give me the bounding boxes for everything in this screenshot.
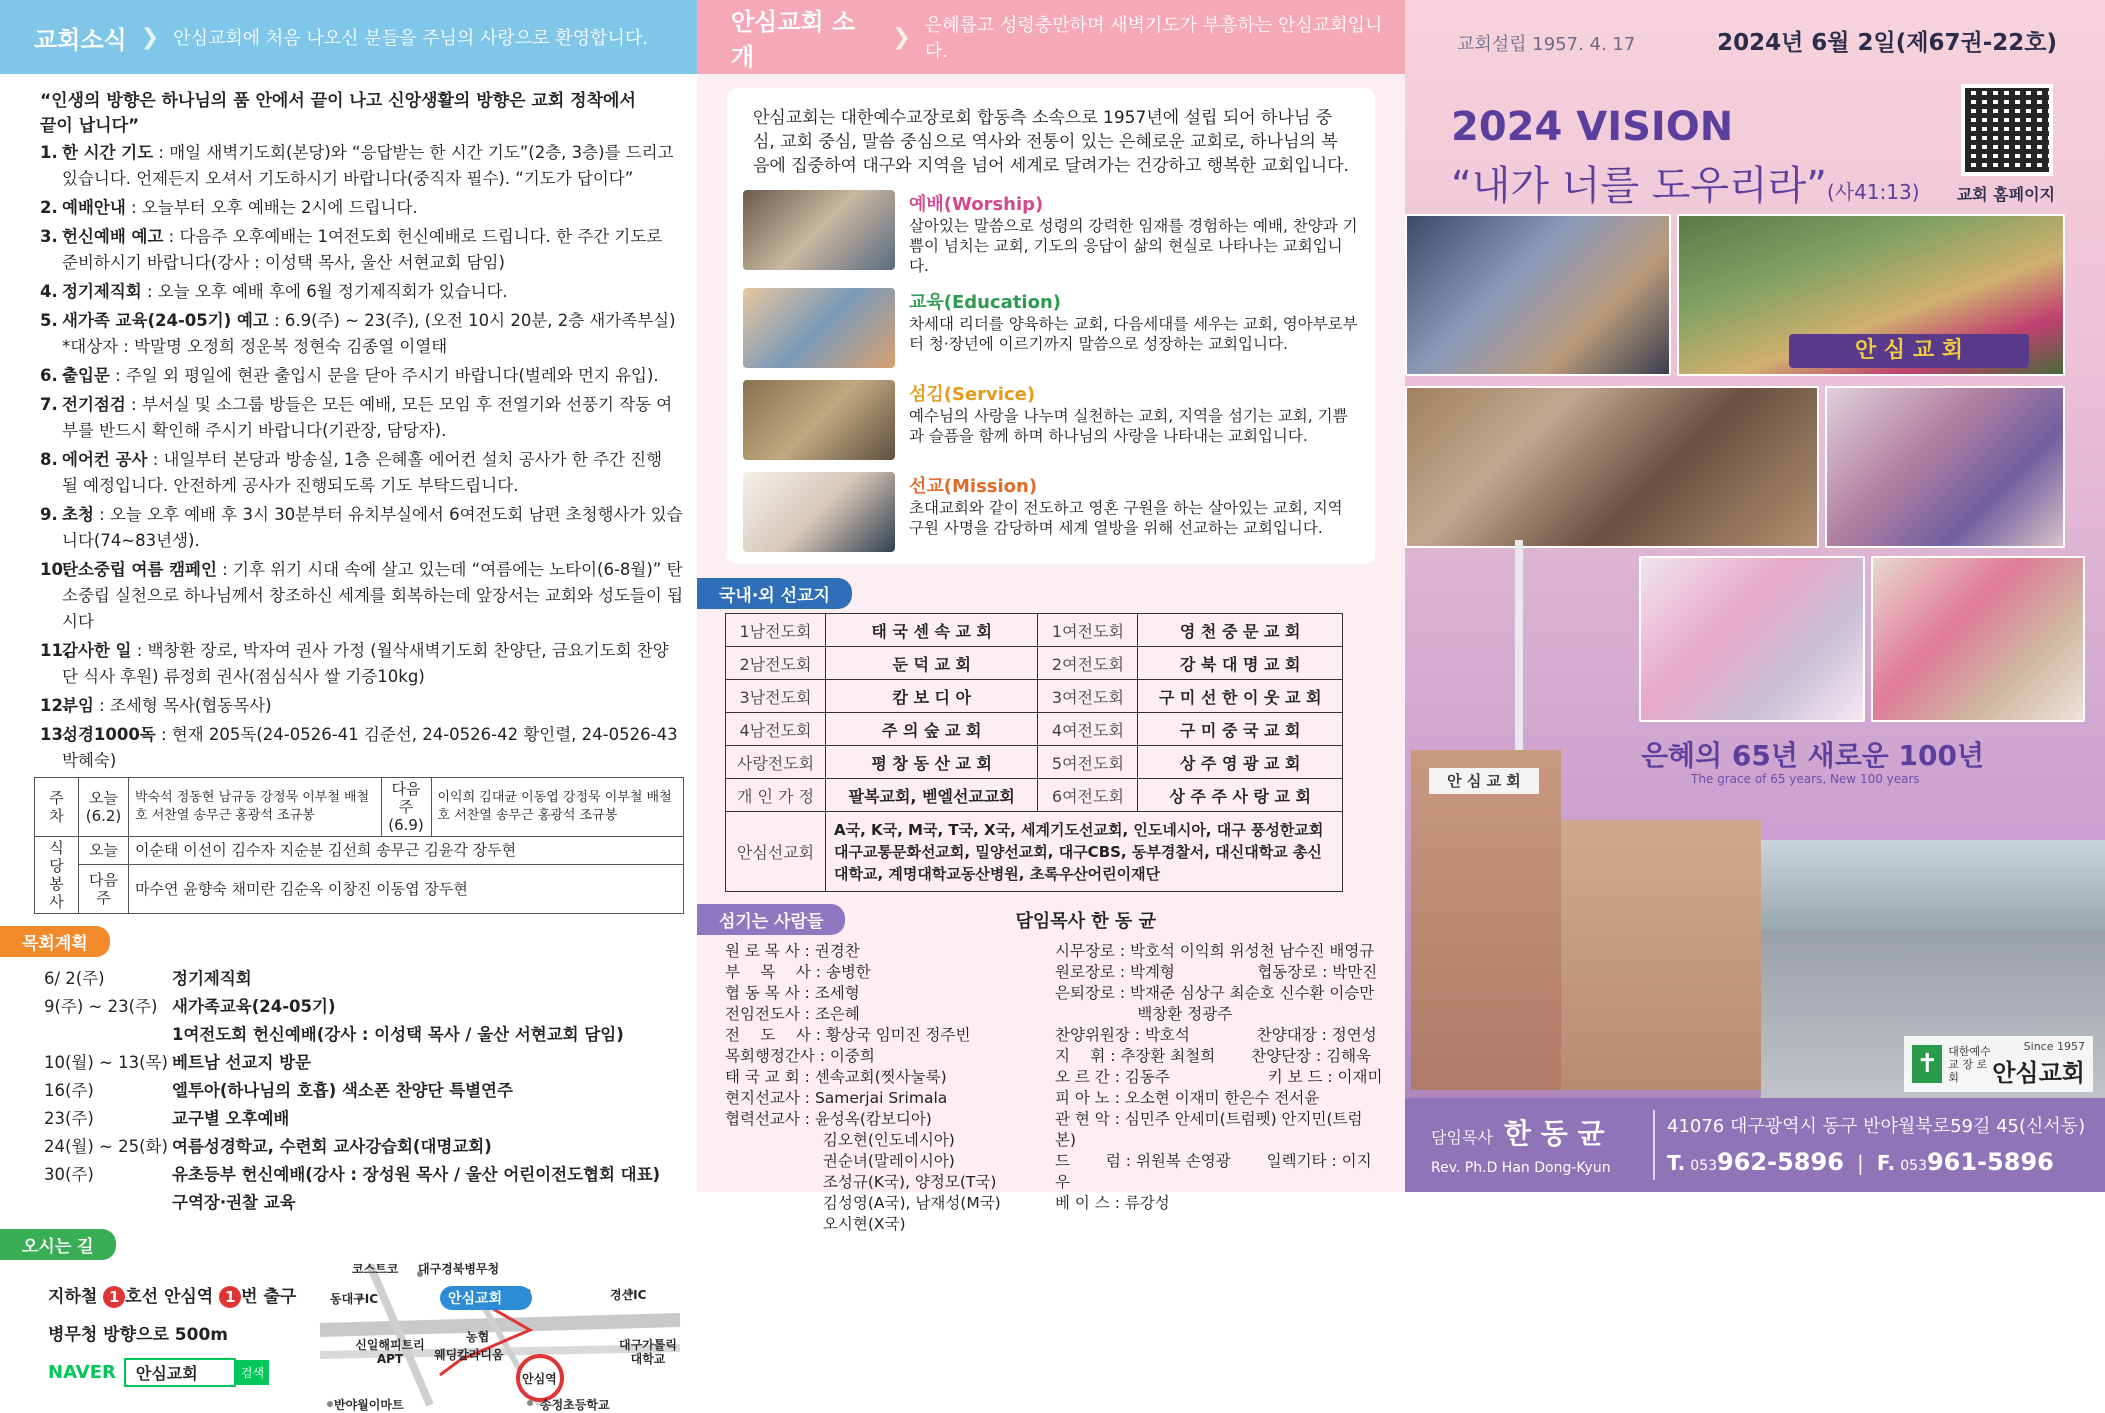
sanctuary-photo [1405,386,1819,548]
cover-panel [1405,0,2105,1192]
plan-list [0,957,697,1217]
plan-row [44,1105,687,1133]
mission-desc: 차세대 리더를 양육하는 교회, 다음세대를 세우는 교회, 영아부로부터 청·장년에 이르기까지 말씀으로 성장하는 교회입니다. [909,315,1358,353]
miss-church: 구 미 선 한 이 웃 교 회 [1138,680,1343,713]
cross-logo-icon: ✝ [1912,1045,1942,1083]
miss-church: 평 창 동 산 교 회 [826,746,1038,779]
news-title: 한 시간 기도 [62,143,154,162]
mission-title: 예배(Worship) [909,194,1044,215]
church-hall [1561,820,1761,1090]
news-body: : 부서실 및 소그룹 방들은 모든 예배, 모든 모임 후 전열기와 선풍기 작동 여부를 반드시 확인해 주시기 바랍니다(기관장, 담당자). [62,395,673,440]
staff-row: 오 르 간 : 김동주 키 보 드 : 이재미 [1055,1068,1383,1086]
tel-label: T. [1667,1151,1686,1175]
plan-date: 10(월) ~ 13(목) [44,1053,168,1072]
plan-row [44,993,687,1021]
map-apt: 신일해피트리 APT [355,1338,425,1366]
mission-education [743,288,1359,368]
miss-church: 상 주 영 광 교 회 [1138,746,1343,779]
staff-row: 피 아 노 : 오소현 이재미 한은수 전서윤 [1055,1089,1320,1107]
staff-row: 목회행정간사 : 이중희 [725,1047,875,1065]
miss-group: 3남전도회 [726,680,826,713]
news-num: 2. [40,198,58,217]
missions-section [697,578,1405,609]
outdoor-photo [1677,214,2065,376]
cafe-today-label: 오늘 [79,837,129,865]
table-row [726,713,1343,746]
church-news-title: 교회소식 [34,25,127,54]
map-ansim-station: 안심역 [522,1372,557,1386]
map-gyeongsan: 경산IC [610,1288,647,1302]
cross-spire [1515,540,1523,760]
footer-pastor-name: 한 동 균 [1503,1117,1605,1150]
plan-date [44,1189,172,1217]
plan-date: 9(주) ~ 23(주) [44,997,158,1016]
news-num: 1. [40,143,58,162]
plan-row [44,1021,687,1049]
mission-title: 섬김(Service) [909,384,1036,405]
fax-area: 053 [1900,1158,1927,1174]
plan-event: 1여전도회 헌신예배(강사 : 이성택 목사 / 울산 서현교회 담임) [172,1025,624,1044]
miss-church: 태 국 센 속 교 회 [826,614,1038,647]
church-news-panel [0,0,697,1412]
staff-row: 김오현(인도네시아) [725,1131,955,1149]
staff-row: 지 휘 : 추장환 최철희 찬양단장 : 김해욱 [1055,1047,1372,1065]
church-logo [1904,1036,2093,1092]
news-title: 헌신예배 예고 [62,227,164,246]
plan-event: 베트남 선교지 방문 [172,1053,312,1072]
church-news-header [0,0,697,74]
slogan: 은혜의 65년 새로운 100년 [1641,739,1985,772]
plan-event: 엘투아(하나님의 호흡) 색소폰 찬양단 특별연주 [172,1081,513,1100]
staff-row: 태 국 교 회 : 센속교회(찟사눌룩) [725,1068,947,1086]
subway-exit: 번 출구 [241,1287,297,1307]
footer-contact: T. 053962-5896 | F. 053961-5896 [1667,1148,2054,1176]
staff-row: 현지선교사 : Samerjai Srimala [725,1089,948,1107]
staff-list [697,935,1405,1235]
staff-row: 찬양위원장 : 박호석 찬양대장 : 정연성 [1055,1026,1377,1044]
plan-event: 정기제직회 [172,969,252,988]
mission-photo [743,472,895,552]
next-cell [381,778,431,837]
miss-group: 2남전도회 [726,647,826,680]
church-intro-subtitle: 은혜롭고 성령충만하며 새벽기도가 부흥하는 안심교회입니다. [924,15,1383,62]
staff-row: 전임전도사 : 조은혜 [725,1005,860,1023]
map-dgb: 대구경북병무청 [418,1262,500,1276]
worship-photo [743,190,895,270]
cafeteria-label: 식 당 봉 사 [35,837,79,914]
news-body: : 기후 위기 시대 속에 살고 있는데 “여름에는 노타이(6-8월)” 탄소중립 실천으로 하나님께서 창조하신 세계를 회복하는데 앞장서는 교회와 성도들이 됩시다 [62,560,684,631]
map-nh: 농협 [466,1330,490,1344]
church-news-subtitle: 안심교회에 처음 나오신 분들을 주님의 사랑으로 환영합니다. [173,28,648,49]
staff-row: 권순녀(말레이시아) [725,1152,955,1170]
plan-row [44,1189,687,1217]
table-row [726,812,1343,892]
news-title: 전기점검 [62,395,126,414]
news-item [40,224,683,276]
service-photo [743,380,895,460]
logo-name: 안심교회 [1992,1059,2085,1087]
children-photo [1825,386,2065,548]
motto: “인생의 방향은 하나님의 품 안에서 끝이 나고 신앙생활의 방향은 교회 정착에서 끝이 납니다” [40,91,636,136]
miss-group: 5여전도회 [1038,746,1138,779]
news-item [40,279,683,305]
map-songjeong: 송정초등학교 [540,1398,610,1412]
mission-service [743,380,1359,460]
staff-row: 원로장로 : 박계형 협동장로 : 박만진 [1055,963,1378,981]
table-row [726,746,1343,779]
vision-verse [1451,154,1920,211]
footer-pastor-en: Rev. Ph.D Han Dong-Kyun [1431,1160,1611,1176]
today-names: 박숙석 정동현 남규동 강정묵 이부철 배철호 서찬열 송무근 홍광석 조규봉 [129,778,382,837]
miss-group: 1여전도회 [1038,614,1138,647]
plan-date [44,1021,172,1049]
staff-row: 관 현 악 : 심민주 안세미(트럼펫) 안지민(트럼본) [1055,1110,1363,1149]
naver-logo: NAVER [48,1362,116,1383]
cafe-next-names: 마수연 윤향숙 채미란 김순옥 이창진 이동엽 장두현 [129,864,684,913]
staff-row: 오시현(X국) [725,1215,906,1233]
plan-event: 유초등부 헌신예배(강사 : 장성원 목사 / 울산 어린이전도협회 대표) [172,1165,661,1184]
today-label: 오늘 [89,789,118,807]
news-item [40,693,683,719]
map-dgcu: 대구가톨릭 대학교 [619,1338,677,1366]
staff-row: 전 도 사 : 황상국 임미진 정주빈 [725,1026,971,1044]
church-intro-header [697,0,1405,74]
news-num: 8. [40,450,58,469]
plan-event: 교구별 오후예배 [172,1109,290,1128]
slogan-en: The grace of 65 years, New 100 years [1691,772,1920,786]
table-row [726,680,1343,713]
vision-year: 2024 VISION [1451,104,1734,150]
missions-table [725,613,1343,892]
footer-pastor [1431,1112,1605,1152]
tel-area: 053 [1690,1158,1718,1174]
news-item [40,363,683,389]
directions-section [0,1229,697,1260]
staff-row: 협력선교사 : 윤성옥(캄보디아) [725,1110,932,1128]
news-title: 성경1000독 [62,725,156,744]
subway-directions [48,1282,296,1308]
today-cell [79,778,129,837]
parking-label: 주 차 [35,778,79,837]
directions-body [0,1260,697,1410]
line-1-icon: 1 [103,1286,125,1308]
miss-group: 4여전도회 [1038,713,1138,746]
miss-group: 6여전도회 [1038,779,1138,812]
news-body: : 다음주 오후예배는 1여전도회 헌신예배로 드립니다. 한 주간 기도로 준비하시기 바랍니다(강사 : 이성택 목사, 울산 서현교회 담임) [62,227,663,272]
subway-station: 호선 안심역 [125,1287,214,1307]
church-building-photo [1405,540,2105,1100]
mission-worship [743,190,1359,276]
plan-row [44,1161,687,1189]
staff-section [697,904,1405,935]
staff-right [1055,941,1383,1235]
news-num: 3. [40,227,58,246]
location-map [300,1260,690,1410]
miss-church: 구 미 중 국 교 회 [1138,713,1343,746]
walk-directions: 병무청 방향으로 500m [48,1325,228,1345]
news-body: : 주일 외 평일에 현관 출입시 문을 닫아 주시기 바랍니다(벌레와 먼지 유입). [109,366,659,385]
news-item [40,557,683,635]
staff-row: 원 로 목 사 : 권경찬 [725,942,860,960]
naver-search-box[interactable]: 안심교회 [124,1358,236,1387]
education-photo [743,288,895,368]
plan-label: 목회계획 [0,926,110,957]
naver-search[interactable] [48,1358,269,1387]
qr-label: 교회 홈페이지 [1956,185,2055,204]
miss-ansim-list: A국, K국, M국, T국, X국, 세계기도선교회, 인도네시아, 대구 풍성한교회 대구교통문화선교회, 밀양선교회, 대구CBS, 동부경찰서, 대신대학교 총신대학교, 계명대학교동산병원, 초록우산어린이재단 [826,812,1343,892]
news-body: : 현재 205독(24-0526-41 김준선, 24-0526-42 황인렬, 24-0526-43 박혜숙) [62,725,678,770]
news-item [40,502,683,554]
miss-church: 상 주 주 사 랑 교 회 [1138,779,1343,812]
news-title: 부임 [62,696,94,715]
mission-desc: 살아있는 말씀으로 성령의 강력한 임재를 경험하는 예배, 찬양과 기쁨이 넘치는 교회, 기도의 응답이 삶의 현실로 나타나는 교회입니다. [909,217,1358,275]
news-num: 9. [40,505,58,524]
issue-date: 2024년 6월 2일(제67권-22호) [1717,30,2057,56]
footer-address: 41076 대구광역시 동구 반야월북로59길 45(신서동) [1667,1116,2086,1137]
news-title: 초청 [62,505,94,524]
plan-event: 새가족교육(24-05기) [172,997,336,1016]
miss-group: 안심선교회 [726,812,826,892]
miss-church: 주 의 숲 교 회 [826,713,1038,746]
table-row [726,647,1343,680]
plan-row [44,1133,687,1161]
intro-box [727,88,1375,564]
chevron-right-icon: ❯ [140,24,160,50]
miss-church: 둔 덕 교 회 [826,647,1038,680]
plan-date: 6/ 2(주) [44,969,105,988]
next-names: 이익희 김대균 이동엽 강정묵 이부철 배철호 서찬열 송무근 홍광석 조규봉 [431,778,684,837]
qr-code[interactable] [1961,84,2053,176]
news-title: 에어컨 공사 [62,450,148,469]
map-wedding: 웨딩칼라디움 [434,1348,504,1362]
miss-group: 1남전도회 [726,614,826,647]
staff-left [725,941,1055,1235]
cover-footer [1405,1098,2105,1192]
staff-row: 협 동 목 사 : 조세형 [725,984,860,1002]
miss-church: 강 북 대 명 교 회 [1138,647,1343,680]
table-row [35,837,684,865]
today-date: (6.2) [85,807,122,825]
miss-group: 사랑전도회 [726,746,826,779]
vision-ref: (사41:13) [1827,180,1920,204]
news-item [40,638,683,690]
news-item [40,195,683,221]
news-num: 6. [40,366,58,385]
chevron-right-icon: ❯ [892,24,911,50]
news-num: 10. [40,560,70,579]
cafe-today-names: 이순태 이선이 김수자 지순분 김선희 송무근 김윤각 장두현 [129,837,684,865]
news-body: : 오늘 오후 예배 후에 6월 정기제직회가 있습니다. [141,282,508,301]
footer-pastor-label: 담임목사 [1431,1128,1493,1147]
duty-table [34,777,684,914]
missions-label: 국내·외 선교지 [697,578,852,609]
news-item [40,722,683,774]
fax-label: F. [1876,1151,1896,1175]
plan-event: 구역장·권찰 교육 [172,1193,296,1212]
news-title: 정기제직회 [62,282,142,301]
news-num: 11. [40,641,70,660]
miss-group: 3여전도회 [1038,680,1138,713]
miss-church: 영 천 중 문 교 회 [1138,614,1343,647]
news-num: 4. [40,282,58,301]
plan-row [44,965,687,993]
plan-row [44,1049,687,1077]
news-body: : 내일부터 본당과 방송실, 1층 은혜홀 에어컨 설치 공사가 한 주간 진행 될 예정입니다. 안전하게 공사가 진행되도록 기도 부탁드립니다. [62,450,663,495]
building-sign: 안 심 교 회 [1429,768,1539,794]
news-list [0,140,697,774]
staff-row: 조성규(K국), 양정모(T국) [725,1173,997,1191]
subway-label: 지하철 [48,1287,98,1307]
footer-divider [1653,1110,1655,1180]
next-date: (6.9) [388,816,424,834]
news-body: : 오늘 오후 예배 후 3시 30분부터 유치부실에서 6여전도회 남편 초청행사가 있습니다(74~83년생). [62,505,683,550]
news-body: : 조세형 목사(협동목사) [93,696,272,715]
news-title: 출입문 [62,366,110,385]
fax-number: 961-5896 [1926,1148,2054,1176]
founded-date: 교회설립 1957. 4. 17 [1457,34,1636,55]
mission-desc: 초대교회와 같이 전도하고 영혼 구원을 하는 살아있는 교회, 지역 구원 사명을 감당하며 세계 열방을 위해 선교하는 교회입니다. [909,499,1343,537]
church-tower [1411,750,1561,1090]
mission-mission [743,472,1359,552]
news-title: 탄소중립 여름 캠페인 [62,560,217,579]
news-body: : 백창환 장로, 박자여 권사 가정 (월삭새벽기도회 찬양단, 금요기도회 찬양단 식사 후원) 류정희 권사(점심식사 쌀 기증10kg) [62,641,669,686]
map-dongdaegu: 동대구IC [330,1292,379,1306]
news-body: : 6.9(주) ~ 23(주), (오전 10시 20분, 2층 새가족부실) *대상자 : 박말명 오정희 정운복 정현숙 김종열 이열태 [62,311,676,356]
news-item [40,392,683,444]
directions-label: 오시는 길 [0,1229,116,1260]
plan-date: 30(주) [44,1165,94,1184]
table-row [726,614,1343,647]
staff-label: 섬기는 사람들 [697,904,845,935]
news-item [40,447,683,499]
news-num: 5. [40,311,58,330]
logo-since: Since 1957 [2023,1040,2085,1053]
miss-group: 개 인 가 정 [726,779,826,812]
table-row [35,864,684,913]
news-num: 13. [40,725,70,744]
plan-date: 24(월) ~ 25(화) [44,1137,168,1156]
news-item [40,140,683,192]
plan-section [0,926,697,957]
table-row [726,779,1343,812]
staff-row: 백창환 정광주 [1055,1005,1233,1023]
logo-denomination: 대한예수교 장 로 회 [1948,1044,1991,1084]
church-intro-title: 안심교회 소개 [731,8,856,71]
miss-church: 캄 보 디 아 [826,680,1038,713]
mission-title: 선교(Mission) [909,476,1038,497]
news-title: 새가족 교육(24-05기) 예고 [62,311,269,330]
news-num: 12. [40,696,70,715]
miss-church: 팔복교회, 벧엘선교교회 [826,779,1038,812]
miss-group: 4남전도회 [726,713,826,746]
staff-row: 드 럼 : 위원복 손영광 일렉기타 : 이지우 [1055,1152,1372,1191]
staff-row: 베 이 스 : 류강성 [1055,1194,1170,1212]
staff-row: 은퇴장로 : 박재준 심상구 최순호 신수환 이승만 [1055,984,1375,1002]
miss-group: 2여전도회 [1038,647,1138,680]
tel-number[interactable]: 962-5896 [1717,1148,1844,1176]
plan-date: 23(주) [44,1109,94,1128]
plan-date: 16(주) [44,1081,94,1100]
mission-desc: 예수님의 사랑을 나누며 실천하는 교회, 지역을 섬기는 교회, 기쁨과 슬픔을 함께 하며 하나님의 사랑을 나타내는 교회입니다. [909,407,1348,445]
background-buildings [1761,840,2105,930]
staff-row: 부 목 사 : 송병한 [725,963,871,981]
staff-row: 시무장로 : 박호석 이익희 위성천 남수진 배영규 [1055,942,1375,960]
news-title: 예배안내 [62,198,126,217]
news-num: 7. [40,395,58,414]
news-body: : 매일 새벽기도회(본당)와 “응답받는 한 시간 기도”(2층, 3층)를 드리고 있습니다. 언제든지 오셔서 기도하시기 바랍니다(중직자 필수). “기도가 답이다” [62,143,674,188]
church-intro-panel [697,0,1405,1233]
naver-search-button[interactable]: 검색 [236,1360,269,1385]
exit-1-icon: 1 [219,1286,241,1308]
intro-text: 안심교회는 대한예수교장로회 합동측 소속으로 1957년에 설립 되어 하나님 중심, 교회 중심, 말씀 중심으로 역사와 전통이 있는 은혜로운 교회로, 하나님의 복음에 집중하여 대구와 지역을 넘어 세계로 달려가는 건강하고 행복한 교회입니다. [753,108,1349,176]
news-body: : 오늘부터 오후 예배는 2시에 드립니다. [125,198,418,217]
cafe-next-label: 다음주 [79,864,129,913]
plan-event: 여름성경학교, 수련회 교사강습회(대명교회) [172,1137,492,1156]
mission-title: 교육(Education) [909,292,1061,313]
map-banya: 반야월이마트 [334,1398,404,1412]
map-costco: 코스트코 [352,1262,399,1276]
table-row [35,778,684,837]
staff-row: 김성영(A국), 남재성(M국) [725,1194,1001,1212]
next-label: 다음주 [391,780,421,816]
church-banner: 안 심 교 회 [1789,334,2029,368]
vision-text: “내가 너를 도우리라” [1451,163,1827,209]
senior-pastor: 담임목사 한 동 균 [1015,910,1156,932]
map-church: 안심교회 [448,1291,503,1307]
news-title: 감사한 일 [62,641,132,660]
plan-row [44,1077,687,1105]
congregation-photo [1405,214,1671,376]
news-item [40,308,683,360]
